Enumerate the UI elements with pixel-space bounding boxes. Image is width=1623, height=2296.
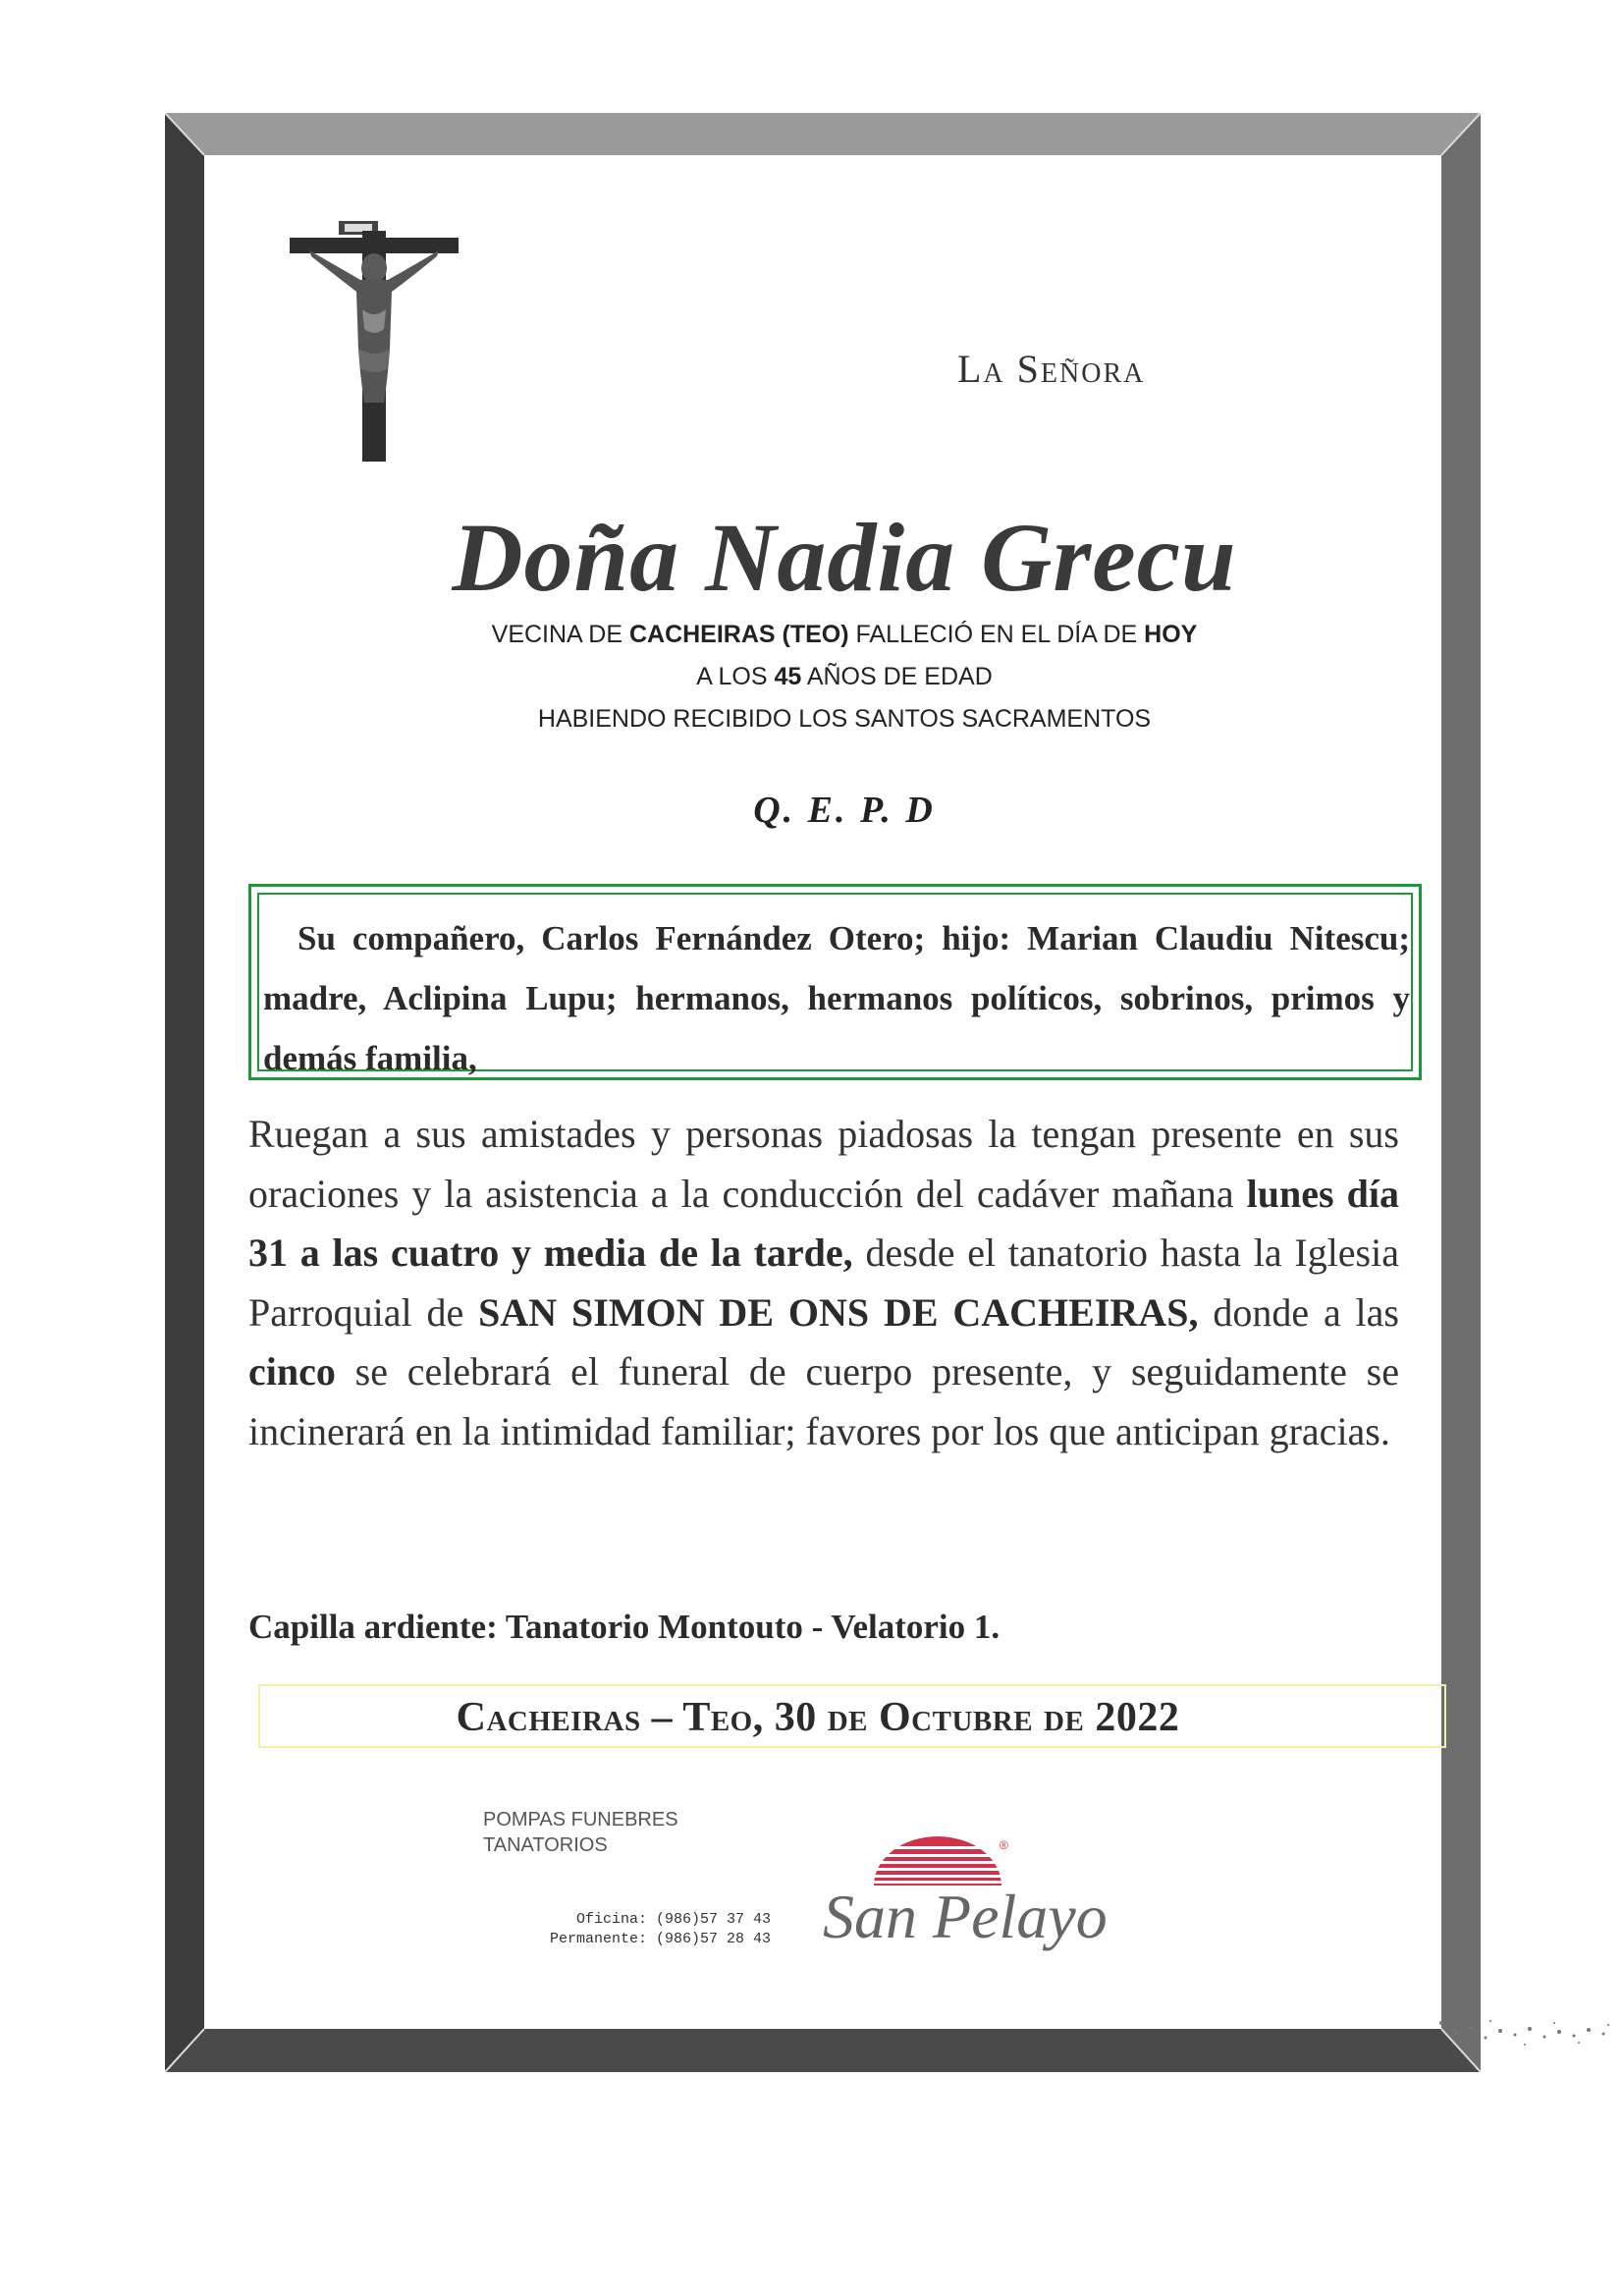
date-line: Cacheiras – Teo, 30 de Octubre de 2022 [456, 1695, 1180, 1740]
deceased-name: Doña Nadia Grecu [452, 503, 1237, 612]
body-text: se celebrará el funeral de cuerpo presente, y seguidamente se incinerará en la intimidad familiar; favores por los que anticipan gracias. [248, 1349, 1399, 1453]
details-place: CACHEIRAS (TEO) [628, 621, 849, 648]
scan-noise [1432, 2003, 1618, 2062]
details-text: A LOS [696, 663, 775, 690]
body-funeral-hour: cinco [248, 1349, 336, 1394]
details-age-line [0, 663, 1623, 691]
body-text: desde el tanatorio hasta la Iglesia Parroquial de [248, 1230, 1399, 1335]
body-time: lunes día 31 a las cuatro y media de la tarde, [248, 1171, 1399, 1275]
body-text: donde a las [1198, 1289, 1399, 1335]
details-text: VECINA DE [491, 621, 629, 648]
family-members: Su compañero, Carlos Fernández Otero; hijo: Marian Claudiu Nitescu; madre, Aclipina Lupu; hermanos, hermanos políticos, sobrinos, primos y demás familia, [263, 919, 1410, 1077]
services-line-1: POMPAS FUNEBRES [483, 1809, 678, 1831]
family-text [263, 908, 1410, 1088]
services-line-2: TANATORIOS [483, 1834, 608, 1856]
details-sacraments-line: HABIENDO RECIBIDO LOS SANTOS SACRAMENTOS [537, 705, 1152, 733]
details-text: AÑOS DE EDAD [801, 663, 993, 690]
crucifix-icon [290, 211, 466, 462]
capilla-ardiente: Capilla ardiente: Tanatorio Montouto - Velatorio 1. [248, 1608, 1001, 1646]
phone-permanent: Permanente: (986)57 28 43 [550, 1931, 772, 1947]
title-prefix: La Señora [957, 347, 1146, 391]
details-text: FALLECIÓ EN EL DÍA DE [848, 621, 1145, 648]
details-age: 45 [774, 663, 802, 690]
details-residence-line [0, 621, 1623, 649]
phone-numbers [550, 1910, 771, 1949]
sunrise-logo-icon [864, 1829, 1011, 1887]
phone-office: Oficina: (986)57 37 43 [576, 1911, 772, 1928]
funeral-home-services [483, 1807, 678, 1858]
brand-name: San Pelayo [823, 1882, 1108, 1951]
body-paragraph [248, 1105, 1399, 1461]
body-text: Ruegan a sus amistades y personas piadosas la tengan presente en sus oraciones y la asistencia a la conducción del cadáver mañana [248, 1112, 1399, 1216]
details-day: HOY [1144, 621, 1198, 648]
qepd-text: Q. E. P. D [753, 790, 936, 831]
body-church: SAN SIMON DE ONS DE CACHEIRAS, [478, 1289, 1199, 1335]
registered-mark: ® [1000, 1838, 1008, 1852]
